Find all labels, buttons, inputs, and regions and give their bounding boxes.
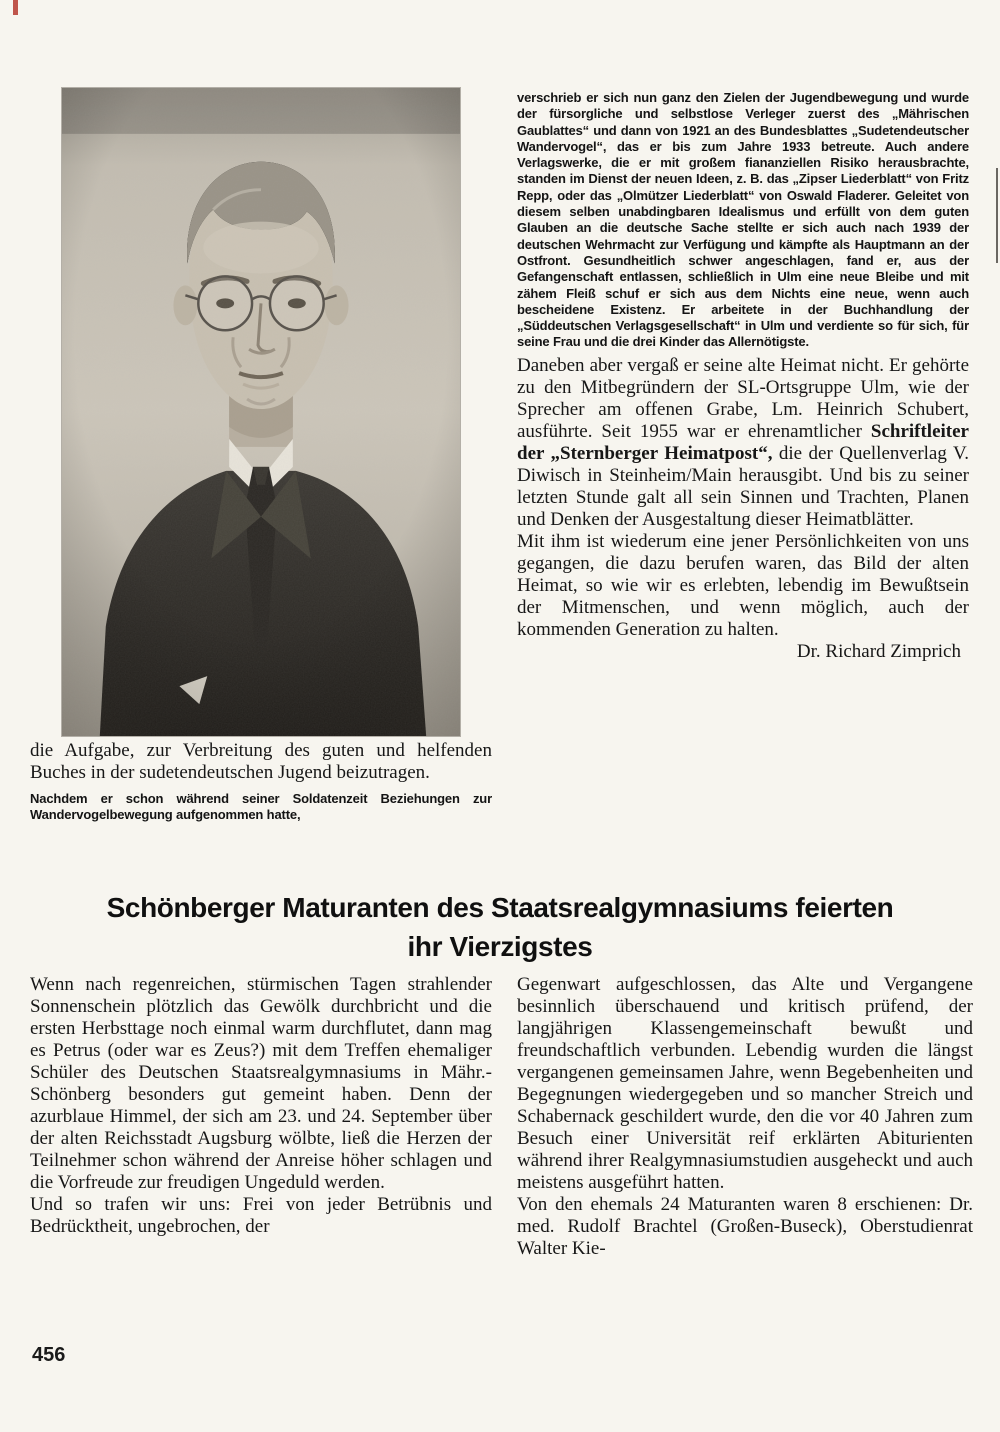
obituary-left-smalltext: Nachdem er schon während seiner Soldatenzeit Beziehungen zur Wandervogelbewegung aufgenommen hatte, xyxy=(30,791,492,823)
obituary-paragraph-1 xyxy=(517,355,969,531)
portrait-photo xyxy=(62,88,460,736)
article-right-column xyxy=(517,974,973,1260)
obituary-p1-bold-heimatpost: Schriftleiter der „Sternberger Heimatpost“, xyxy=(517,420,969,464)
obituary-signature: Dr. Richard Zimprich xyxy=(796,640,961,662)
page-number: 456 xyxy=(32,1344,66,1366)
article-left-paragraph-2: Und so trafen wir uns: Frei von jeder Betrübnis und Bedrücktheit, ungebrochen, der xyxy=(30,1194,492,1237)
obituary-p1-text-b: die der Quellenverlag V. Diwisch in Steinheim/Main herausgibt. Und bis zu seiner letzten Stunde galt all sein Sinnen und Trachten, Planen und Denken der Ausgestaltung dieser Heimatblätter. xyxy=(517,442,969,530)
obituary-right-column xyxy=(517,90,969,663)
scan-edge-line xyxy=(996,168,998,263)
article-headline xyxy=(0,888,1000,966)
article-left-paragraph-1: Wenn nach regenreichen, stürmischen Tagen strahlender Sonnenschein plötzlich das Gewölk durchbricht und die ersten Herbsttage noch einmal warm durchflutet, dann mag es Petrus (oder war es Zeus?) mit dem Treffen ehemaliger Schüler des Deutschen Staatsrealgymnasiums in Mähr.-Schönberg besonders gut gemeint haben. Denn der azurblaue Himmel, der sich am 23. und 24. September über der alten Reichsstadt Augsburg wölbte, ließ die Herzen der Teilnehmer schon während der Anreise höher schlagen und die Vorfreude zur freudigen Ungeduld werden. xyxy=(30,974,492,1193)
article-left-column xyxy=(30,974,492,1238)
obituary-paragraph-2: Mit ihm ist wiederum eine jener Persönlichkeiten von uns gegangen, die dazu berufen waren, das Bild der alten Heimat, so wie wir es erlebten, lebendig im Bewußtsein der Mitmenschen, und wenn möglich, auch der kommenden Generation zu halten. xyxy=(517,530,969,640)
obituary-p1-text-a: Daneben aber vergaß er seine alte Heimat nicht. Er gehörte zu den Mitbegründern der SL-Ortsgruppe Ulm, wie der Sprecher am offenen Grabe, Lm. Heinrich Schubert, ausführte. Seit 1955 war er ehrenamtlicher xyxy=(517,354,969,442)
obituary-left-continuation: die Aufgabe, zur Verbreitung des guten und helfenden Buches in der sudetendeutschen Jugend beizutragen. xyxy=(30,740,492,783)
article-right-paragraph-2: Von den ehemals 24 Maturanten waren 8 erschienen: Dr. med. Rudolf Brachtel (Großen-Buseck), Oberstudienrat Walter Kie- xyxy=(517,1194,973,1259)
headline-line-1: Schönberger Maturanten des Staatsrealgymnasiums feierten xyxy=(106,892,894,923)
obituary-left-column xyxy=(30,740,492,824)
obituary-smalltext: verschrieb er sich nun ganz den Zielen der Jugendbewegung und wurde der fürsorgliche und selbstlose Verleger zuerst des „Mährischen Gaublattes“ und dann von 1921 an des Bundesblattes „Sudetendeutscher Wandervogel“, das er bis zum Jahre 1933 betreute. Auch andere Verlagswerke, die er mit großem fiananziellen Risiko herausbrachte, standen im Dienst der neuen Ideen, z. B. das „Zipser Liederblatt“ von Fritz Repp, oder das „Olmützer Liederblatt“ von Oswald Fladerer. Geleitet von diesem selben unabdingbaren Idealismus und erfüllt von dem guten Glauben an die deutsche Sache stellte er sich auch nach 1939 der deutschen Wehrmacht zur Verfügung und kämpfte als Hauptmann an der Ostfront. Gesundheitlich schwer angeschlagen, fand er, aus der Gefangenschaft entlassen, schließlich in Ulm eine neue Bleibe und mit zähem Fleiß schuf er sich aus dem Nichts eine neue, wenn auch bescheidene Existenz. Er arbeitete in der Buchhandlung der „Süddeutschen Verlagsgesellschaft“ in Ulm und verdiente so für sich, für seine Frau und die drei Kinder das Allernötigste. xyxy=(517,90,969,350)
headline-line-2: ihr Vierzigstes xyxy=(407,931,593,962)
scan-artifact-mark xyxy=(13,0,18,15)
article-right-paragraph-1: Gegenwart aufgeschlossen, das Alte und Vergangene besinnlich überschauend und kritisch prüfend, der langjährigen Klassengemeinschaft bewußt und freundschaftlich verbunden. Lebendig wurden die längst vergangenen gemeinsamen Jahre, wenn Begebenheiten und Begegnungen wiedergegeben und so mancher Streich und Schabernack geschildert wurde, den die vor 40 Jahren zum Besuch einer Universität reif erklärten Abiturienten während ihrer Realgymnasiumstudien ausgeheckt und auch meistens ausgeführt hatten. xyxy=(517,974,973,1193)
